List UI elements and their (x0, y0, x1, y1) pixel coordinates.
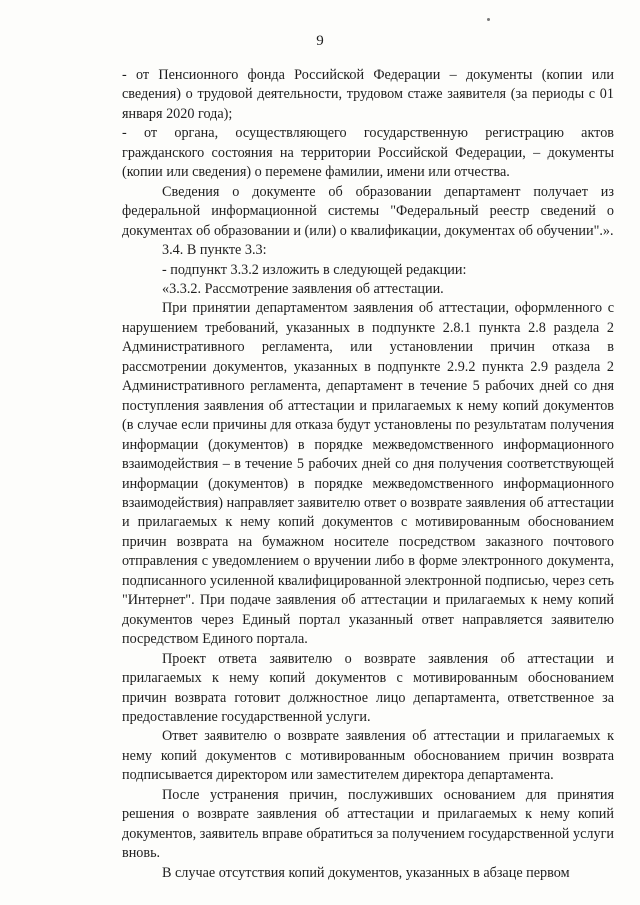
paragraph: Сведения о документе об образовании департамент получает из федеральной информационной системы "Федеральный реестр сведений о документах об образовании и (или) о квалификации, документах об обучении".». (122, 183, 614, 239)
paragraph: Ответ заявителю о возврате заявления об аттестации и прилагаемых к нему копий документов с мотивированным обоснованием причин возврата подписывается директором или заместителем директора департамента. (122, 728, 614, 784)
paragraph: В случае отсутствия копий документов, указанных в абзаце первом (162, 864, 570, 881)
paragraph: - от Пенсионного фонда Российской Федерации – документы (копии или сведения) о трудовой деятельности, трудовом стаже заявителя (за периоды с 01 января 2020 года); (122, 67, 614, 122)
paragraph: При принятии департаментом заявления об аттестации, оформленного с нарушением требований, указанных в подпункте 2.8.1 пункта 2.8 раздела 2 Административного регламента, или установлении причин отказа в рассмотрении документов, указанных в подпункте 2.9.2 пункта 2.9 раздела 2 Административного регламента, департамент в течение 5 рабочих дней со дня поступления заявления об аттестации и прилагаемых к нему копий документов (в случае если причины для отказа будут установлены по результатам получения информации (документов) в порядке межведомственного информационного взаимодействия – в течение 5 рабочих дней со дня получения соответствующей информации (документов) в порядке межведомственного информационного взаимодействия) направляет заявителю ответ о возврате заявления об аттестации и прилагаемых к нему копий документов с мотивированным обоснованием причин возврата на бумажном носителе посредством заказного почтового отправления с уведомлением о вручении либо в форме электронного документа, подписанного усиленной квалифицированной электронной подписью, через сеть "Интернет". При подаче заявления об аттестации и прилагаемых к нему копий документов через Единый портал указанный ответ направляется заявителю посредством Единого портала. (122, 300, 614, 648)
paragraph: После устранения причин, послуживших основанием для принятия решения о возврате заявления об аттестации и прилагаемых к нему копий документов, заявитель вправе обратиться за получением государственной услуги вновь. (122, 786, 614, 862)
document-body (122, 66, 614, 883)
paragraph: Проект ответа заявителю о возврате заявления об аттестации и прилагаемых к нему копий документов с мотивированным обоснованием причин возврата готовит должностное лицо департамента, ответственное за предоставление государственной услуги. (122, 650, 614, 725)
page-number: 9 (316, 33, 324, 49)
paragraph: «3.3.2. Рассмотрение заявления об аттестации. (162, 280, 444, 297)
paragraph: 3.4. В пункте 3.3: (162, 242, 267, 259)
paragraph: - подпункт 3.3.2 изложить в следующей редакции: (162, 261, 467, 278)
scan-speck (487, 18, 490, 21)
paragraph: - от органа, осуществляющего государственную регистрацию актов гражданского состояния на территории Российской Федерации, – документы (копии или сведения) о перемене фамилии, имени или отчества. (122, 125, 614, 181)
